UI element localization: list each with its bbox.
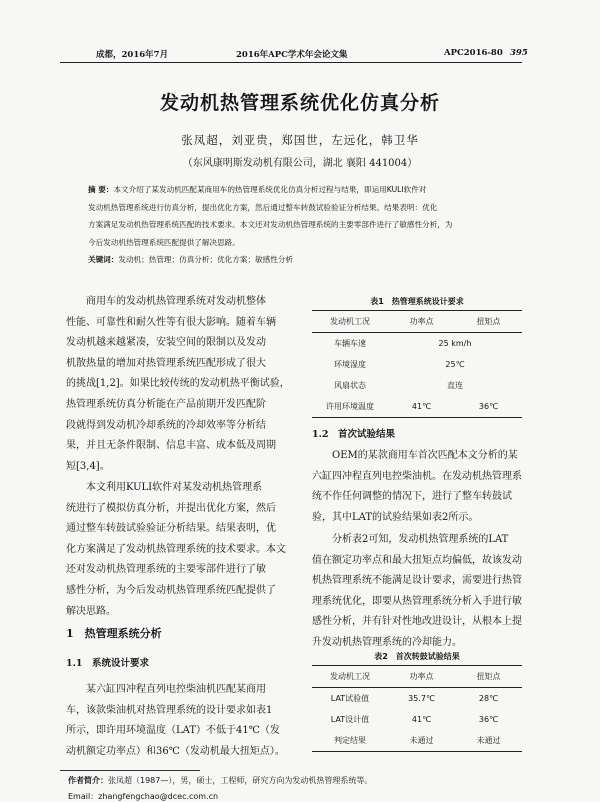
table-cell: 风扇状态 [334,380,366,390]
table-cell: 41℃ [411,714,432,724]
abstract-line: 摘 要：本文介绍了某发动机匹配某商用车的热管理系统优化仿真分析过程与结果，即运用KULI软件对 [88,185,427,194]
section-1-2-paragraph-2: 分析表2可知，发动机热管理系统的LAT 值在额定功率点和最大扭矩点均偏低，故该发动 机热管理系统不能满足设计要求，需要进行热管 理系统优化，即要从热管理系统分析入手进行敏 感性分析，并有针对性地改进设计，从根本上提 升发动机热管理系统的冷却能力。 [312,534,522,648]
abstract-line: 方案满足发动机热管理系统匹配的技术要求。本文还对发动机热管理系统的主要零部件进行了敏感性分析，为 [88,220,453,229]
intro-paragraph: 商用车的发动机热管理系统对发动机整体 性能、可靠性和耐久性等有很大影响。随着车辆 发动机越来越紧凑，安装空间的限制以及发动 机散热量的增加对热管理系统匹配形成了很大 的挑战[1,2]。如果比较传统的发动机热平衡试验， 热管理系统仿真分析能在产品前期开发匹配阶 段就得到发动机冷却系统的冷却效率等分析结 果，并且无条件限制、信息丰富、成本低及周期 短[3,4]。 [66,296,290,472]
table-header-cell: 发动机工况 [330,317,370,326]
table-header-row [312,311,522,333]
section-1-2-paragraph: OEM的某款商用车首次匹配本文分析的某 六缸四冲程直列电控柴油机。在发动机热管理系 统不作任何调整的情况下，进行了整车转鼓试 验，其中LAT的试验结果如表2所示。 [312,450,522,523]
table-cell: 未通过 [476,735,501,745]
table-row [312,730,522,752]
abstract-line: 今后发动机热管理系统匹配提供了解决思路。 [88,237,240,247]
table-cell: 36℃ [478,714,499,724]
table-row [312,688,522,709]
table-header-cell: 功率点 [409,672,434,681]
table-header-row [312,666,522,688]
table-cell: LAT设计值 [330,714,370,724]
table-cell: 35.7℃ [408,693,435,703]
header-location-date: 成都，2016年7月 [96,50,169,60]
table-cell: 环境湿度 [334,359,366,369]
paper-affiliation: （东风康明斯发动机有限公司，湖北 襄阳 441004） [182,158,418,169]
table-header-cell: 扭矩点 [476,672,501,681]
table-2-caption: 表2 首次转鼓试验结果 [374,652,460,661]
keywords-label: 关键词： [88,255,119,264]
table-row [312,333,522,354]
table-row [312,354,522,375]
table-cell: 判定结果 [334,735,366,745]
table-header-cell: 功率点 [409,317,434,326]
table-row [312,396,522,418]
table-header-cell: 发动机工况 [330,672,370,681]
abstract-line: 发动机热管理系统进行仿真分析，提出优化方案，然后通过整车转鼓试验验证分析结果。结果表明：优化 [88,202,438,212]
table-cell: 41℃ [411,401,432,411]
header-page-number: 395 [510,48,528,58]
table-cell: 车辆车速 [334,338,366,348]
table-cell: 许用环境温度 [326,401,374,411]
paper-authors: 张凤超，刘亚贵，郑国世，左远化，韩卫华 [181,133,419,147]
header-proceedings: 2016年APC学术年会论文集 [236,50,348,60]
table-row [312,709,522,730]
author-email-footnote: Email：zhangfengchao@dcec.com.cn [68,792,219,801]
table-header-cell: 扭矩点 [476,317,501,326]
header-divider [60,62,522,63]
table-cell: 未通过 [409,735,434,745]
abstract [88,181,526,269]
intro-paragraph-2: 本文利用KULI软件对某发动机热管理系 统进行了模拟仿真分析，并提出优化方案，然后 通过整车转鼓试验验证分析结果。结果表明，优 化方案满足了发动机热管理系统的技术要求。本文 还对发动机热管理系统的主要零部件进行了敏 感性分析，为今后发动机热管理系统匹配提供了 解决思路。 [66,482,286,617]
table-2 [312,665,522,752]
footnote-divider [60,770,200,771]
section-1-1-paragraph: 某六缸四冲程直列电控柴油机匹配某商用 车，该款柴油机对热管理系统的设计要求如表1 所示，即许用环境温度（LAT）不低于41℃（发 动机额定功率点）和36℃（发动机最大扭矩点）。 [66,684,285,757]
footnote-label: 作者简介： [68,776,108,785]
author-bio-footnote [68,775,372,786]
abstract-label: 摘 要： [88,185,114,194]
table-1 [312,310,522,418]
table-cell: 28℃ [478,693,499,703]
header-paper-code: APC2016-80 [444,48,503,58]
paper-title: 发动机热管理系统优化仿真分析 [159,92,440,114]
footnote-text: 张凤超（1987—），男，硕士，工程师，研究方向为发动机热管理系统等。 [108,776,373,785]
table-cell: 25 km/h [438,338,472,348]
table-cell: 36℃ [478,401,499,411]
table-cell: 直连 [447,380,463,390]
table-row [312,375,522,396]
section-heading-1-2: 1.2 首次试验结果 [312,429,396,440]
keywords-line [88,251,526,269]
section-heading-1-1: 1.1 系统设计要求 [66,658,150,669]
section-heading-1: 1 热管理系统分析 [66,627,162,640]
table-cell: 25℃ [445,359,465,369]
table-cell: LAT试验值 [330,693,370,703]
keywords: 发动机；热管理；仿真分析；优化方案；敏感性分析 [118,255,294,264]
table-1-caption: 表1 热管理系统设计要求 [370,297,464,306]
